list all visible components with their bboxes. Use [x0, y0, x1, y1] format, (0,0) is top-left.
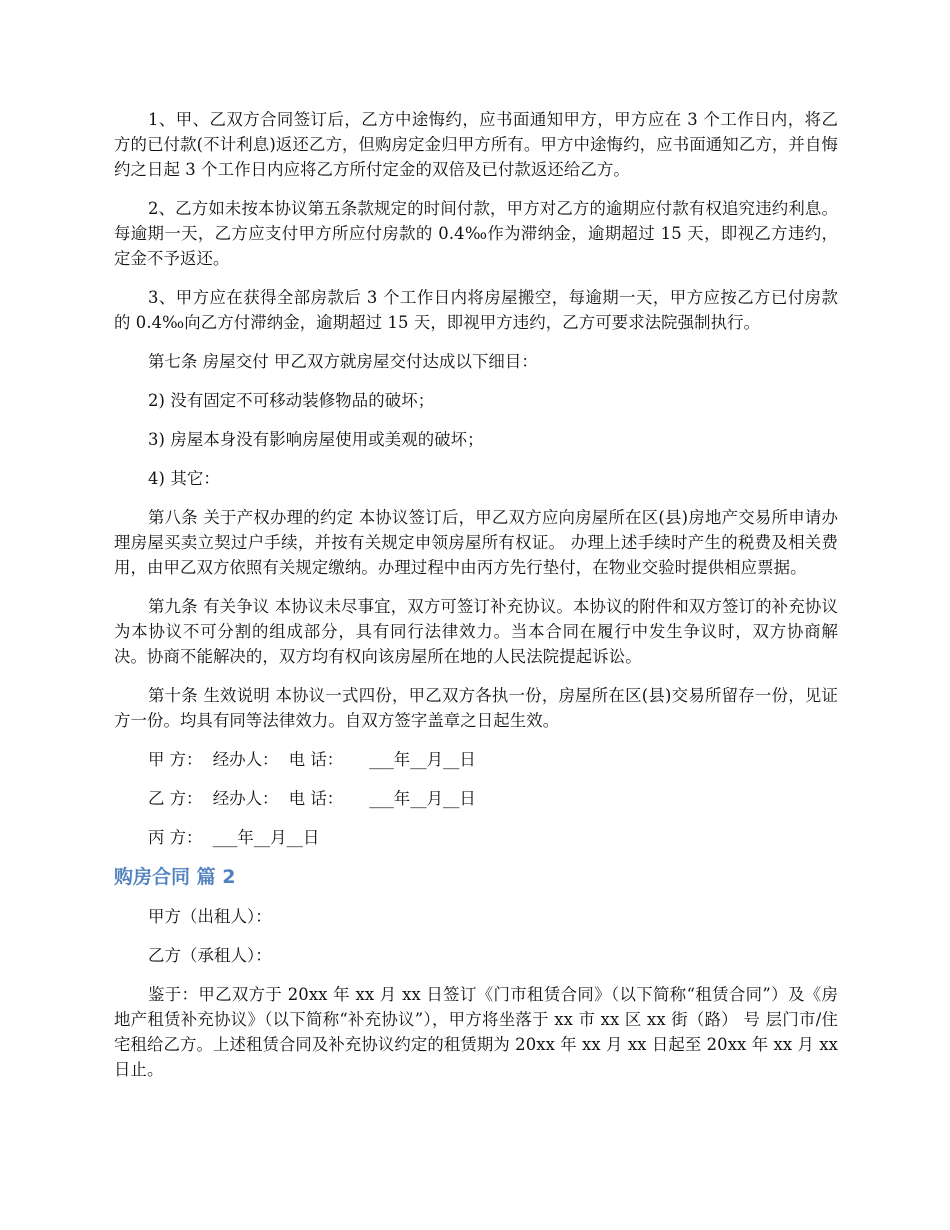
article-7-handover: 第七条 房屋交付 甲乙双方就房屋交付达成以下细目：	[148, 352, 538, 371]
section-heading: 购房合同 篇 2	[114, 866, 236, 888]
recital-paragraph: 鉴于：甲乙双方于 20xx 年 xx 月 xx 日签订《门市租赁合同》（以下简称“租赁合同”）及《房地产租赁补充协议》（以下简称“补充协议”），甲方将坐落于 xx 市 xx 区 xx 街（路） 号 层门市/住宅租给乙方。上述租赁合同及补充协议约定的租赁期为 20xx 年 xx 月 xx 日起至 20xx 年 xx 月 xx 日止。	[114, 985, 838, 1079]
handover-item-3: 3) 房屋本身没有影响房屋使用或美观的破坏；	[148, 430, 484, 449]
paragraph-late-payment-buyer: 2、乙方如未按本协议第五条款规定的时间付款，甲方对乙方的逾期应付款有权追究违约利息。每逾期一天，乙方应支付甲方所应付房款的 0.4‰作为滞纳金，逾期超过 15 天，即视乙方违约，定金不予返还。	[114, 199, 838, 268]
handover-item-4: 4) 其它：	[148, 469, 220, 488]
paragraph-late-vacate-seller: 3、甲方应在获得全部房款后 3 个工作日内将房屋搬空，每逾期一天，甲方应按乙方已付房款的 0.4‰向乙方付滞纳金，逾期超过 15 天，即视甲方违约，乙方可要求法院强制执行。	[114, 288, 838, 332]
article-8-title-transfer: 第八条 关于产权办理的约定 本协议签订后，甲乙双方应向房屋所在区(县)房地产交易所申请办理房屋买卖立契过户手续，并按有关规定申领房屋所有权证。 办理上述手续时产生的税费及相关费用，由甲乙双方依照有关规定缴纳。办理过程中由丙方先行垫付，在物业交验时提供相应票据。	[114, 508, 838, 577]
article-9-disputes: 第九条 有关争议 本协议未尽事宜，双方可签订补充协议。本协议的附件和双方签订的补充协议为本协议不可分割的组成部分，具有同行法律效力。当本合同在履行中发生争议时，双方协商解决。协商不能解决的，双方均有权向该房屋所在地的人民法院提起诉讼。	[114, 597, 838, 666]
article-10-effectiveness: 第十条 生效说明 本协议一式四份，甲乙双方各执一份，房屋所在区(县)交易所留存一份，见证方一份。均具有同等法律效力。自双方签字盖章之日起生效。	[114, 686, 838, 730]
signature-party-c: 丙 方： ___年__月__日	[148, 828, 320, 847]
signature-party-a: 甲 方： 经办人： 电 话： ___年__月__日	[148, 750, 476, 769]
lessee-line: 乙方（承租人）：	[148, 946, 272, 965]
lessor-line: 甲方（出租人）：	[148, 907, 272, 926]
handover-item-2: 2) 没有固定不可移动装修物品的破坏；	[148, 391, 435, 410]
paragraph-default-refund: 1、甲、乙双方合同签订后，乙方中途悔约，应书面通知甲方，甲方应在 3 个工作日内，将乙方的已付款(不计利息)返还乙方，但购房定金归甲方所有。甲方中途悔约，应书面通知乙方，并自悔约之日起 3 个工作日内应将乙方所付定金的双倍及已付款返还给乙方。	[114, 110, 838, 179]
signature-party-b: 乙 方： 经办人： 电 话： ___年__月__日	[148, 789, 476, 808]
